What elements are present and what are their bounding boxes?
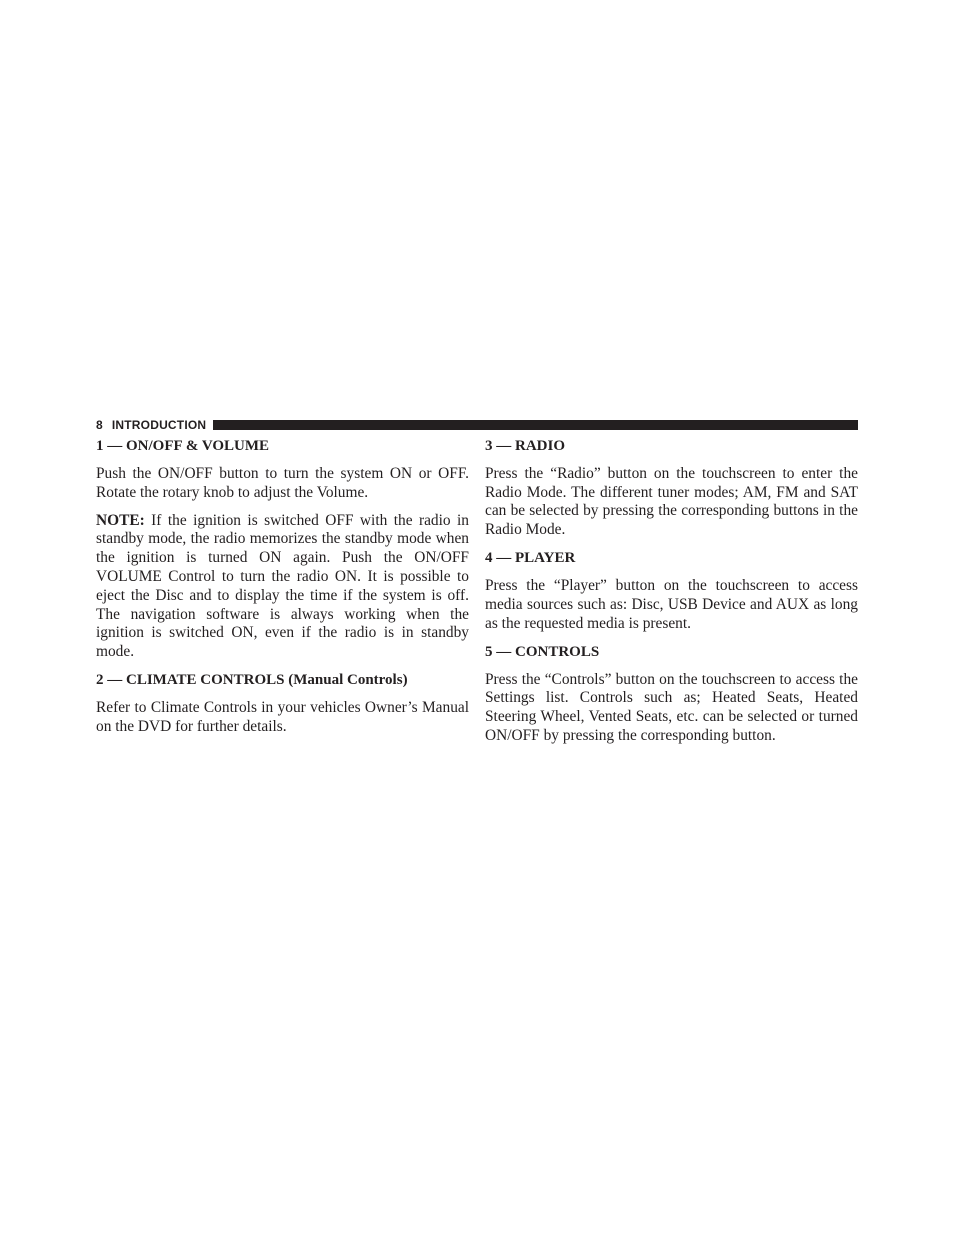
heading-radio: 3 — RADIO <box>485 438 566 454</box>
para-controls: Press the “Controls” button on the touchscreen to access the Settings list. Controls such as; Heated Seats, Heated Steering Wheel, Vented Seats, etc. can be selected or turned ON/OFF by pressing the corresponding button. <box>485 670 858 744</box>
header-rule <box>213 420 858 430</box>
para-radio: Press the “Radio” button on the touchscreen to enter the Radio Mode. The different tuner modes; AM, FM and SAT can be selected by pressing the corresponding buttons in the Radio Mode. <box>485 464 858 539</box>
note-text: If the ignition is switched OFF with the radio in standby mode, the radio memorizes the standby mode when the ignition is turned ON again. Push the ON/OFF VOLUME Control to turn the radio ON. It is possible to eject the Disc and to display the time if the system is off. The navigation software is always working when the ignition is switched ON, even if the radio is in standby mode. <box>96 511 469 661</box>
para-player: Press the “Player” button on the touchscreen to access media sources such as: Disc, USB Device and AUX as long as the requested media is present. <box>485 577 858 632</box>
page-number: 8 <box>96 418 103 432</box>
heading-on-off-volume: 1 — ON/OFF & VOLUME <box>96 438 270 454</box>
heading-player: 4 — PLAYER <box>485 550 576 567</box>
note-paragraph <box>96 512 469 662</box>
section-title: INTRODUCTION <box>111 418 207 432</box>
note-label: NOTE: <box>96 511 145 529</box>
para-on-off-volume: Push the ON/OFF button to turn the system ON or OFF. Rotate the rotary knob to adjust the Volume. <box>96 464 469 501</box>
left-column <box>96 437 469 746</box>
heading-climate-controls: 2 — CLIMATE CONTROLS (Manual Controls) <box>96 672 408 689</box>
para-climate-controls: Refer to Climate Controls in your vehicles Owner’s Manual on the DVD for further details. <box>96 699 469 735</box>
heading-controls: 5 — CONTROLS <box>485 643 600 660</box>
right-column <box>485 437 858 755</box>
page-header <box>96 417 858 433</box>
